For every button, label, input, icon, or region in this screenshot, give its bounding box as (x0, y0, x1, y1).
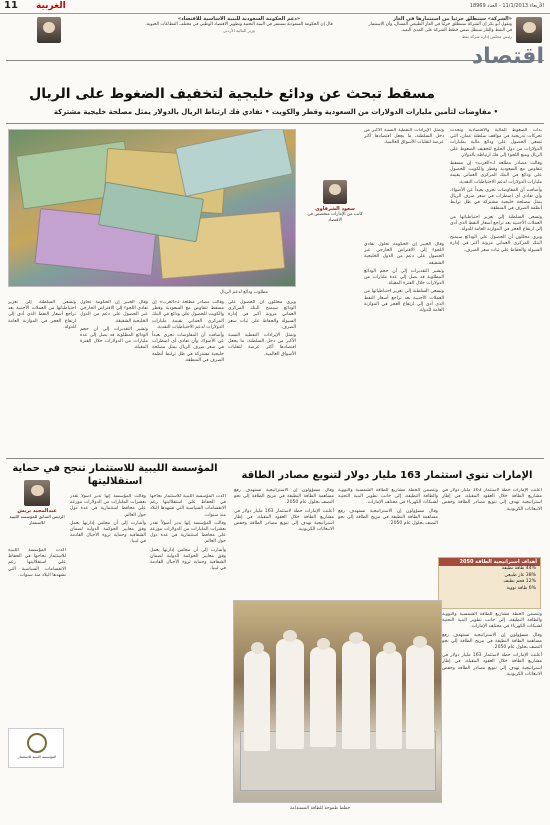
body-c-paragraph-2: وتشير التقديرات إلى أن حجم الودائع المطلوبة قد يصل إلى عدة مليارات من الدولارات خلال الفترة المقبلة. (80, 326, 148, 351)
lead-paragraph-4: وتسعى السلطنة إلى تعزيز احتياطياتها من العملات الأجنبية بعد تراجع أسعار النفط الذي أدى إلى ارتفاع العجز في الموازنة العامة للدولة. (450, 214, 542, 233)
uae-sidebox-item: 12% فحم نظيف (503, 579, 536, 584)
uae-column-4 (442, 612, 542, 802)
libya-column-1 (150, 494, 226, 794)
lead-paragraph-9: وتسعى السلطنة إلى تعزيز احتياطياتها من العملات الأجنبية بعد تراجع أسعار النفط الذي أدى إلى ارتفاع العجز في الموازنة العامة للدولة. (364, 289, 444, 314)
libya-column-3 (8, 548, 66, 724)
comment-name: سعود الشرقاوي (315, 206, 355, 212)
subhead-rule (6, 123, 544, 124)
teaser-right-portrait (516, 17, 542, 43)
uae-column-1 (442, 488, 542, 554)
libya-paragraph-4: وقالت المؤسسة إنها تدير أصولاً تقدر بعشرات المليارات من الدولارات موزعة على محافظ استثمارية في عدة دول حول العالم. (70, 494, 146, 518)
libya-paragraph-1: أكدت المؤسسة الليبية للاستثمار نجاحها في الحفاظ على استقلاليتها رغم الانقسامات السياسية التي تشهدها البلاد منذ سنوات. (150, 494, 226, 518)
lead-column-1 (450, 128, 542, 458)
libya-logo-emblem (27, 733, 47, 753)
lead-paragraph-6: وتمثل الإيرادات النفطية النسبة الأكبر من دخل السلطنة، ما يجعل اقتصادها أكثر عرضة لتقلبات الأسواق العالمية. (364, 128, 444, 146)
issue-info: الأربعاء 11/1/2013 - العدد 18969 (469, 3, 544, 9)
libya-quote (8, 478, 66, 544)
uae-paragraph-4: وقال مسؤولون إن الاستراتيجية تستهدف رفع مساهمة الطاقة النظيفة في مزيج الطاقة إلى نحو النصف بحلول عام 2050. (234, 488, 334, 506)
body-column-b (152, 300, 224, 452)
libya-headline: المؤسسة الليبية للاستثمار تنجح في حماية استقلاليتها (12, 463, 218, 487)
libya-column-2 (70, 494, 146, 794)
uae-paragraph-7: وقال مسؤولون إن الاستراتيجية تستهدف رفع مساهمة الطاقة النظيفة في مزيج الطاقة إلى نحو النصف بحلول عام 2050. (442, 632, 542, 651)
section-title: اقتصاد (471, 44, 544, 69)
body-a-paragraph-2: وتمثل الإيرادات النفطية النسبة الأكبر من دخل السلطنة، ما يجعل اقتصادها أكثر عرضة لتقلبات الأسواق العالمية. (228, 333, 296, 357)
teaser-left (124, 16, 354, 56)
lower-rule (6, 458, 544, 459)
body-c-paragraph-1: وقال الخبير إن الحكومة تحاول تفادي اللجوء إلى الاقتراض الخارجي عبر الحصول على دعم من الدول الخليجية الشقيقة. (80, 300, 148, 324)
uae-sidebox-list (439, 566, 540, 592)
person-figure (342, 641, 370, 749)
uae-sidebox-title: أهداف استراتيجية الطاقة 2050 (439, 558, 540, 566)
uae-paragraph-6: وتتضمن الخطة مشاريع للطاقة الشمسية والنووية والطاقة النظيفة، إلى جانب تطوير البنية التحتية لشبكات الكهرباء في مختلف الإمارات. (442, 612, 542, 630)
header-rule (6, 60, 544, 61)
uae-paragraph-2: وتتضمن الخطة مشاريع للطاقة الشمسية والنووية والطاقة النظيفة، إلى جانب تطوير البنية التحتية لشبكات الكهرباء في مختلف الإمارات. (338, 488, 438, 506)
body-column-a (228, 300, 296, 452)
uae-paragraph-1: أعلنت الإمارات خطة لاستثمار 163 مليار دولار في مشاريع الطاقة خلال العقود المقبلة، في إطار استراتيجية تهدف إلى تنويع مصادر الطاقة وخفض الانبعاثات الكربونية. (442, 488, 542, 512)
banknotes-photo (8, 129, 296, 287)
uae-headline: الإمارات تنوي استثمار 163 مليار دولار لتنويع مصادر الطاقة (241, 470, 533, 481)
person-figure (310, 647, 336, 747)
main-headline: مسقط تبحث عن ودائع خليجية لتخفيف الضغوط على الريال (29, 86, 435, 102)
libya-quote-name: عبدالمجيد بريش (17, 508, 57, 514)
ceremony-photo (233, 600, 442, 803)
lead-paragraph-7: وقال الخبير إن الحكومة تحاول تفادي اللجوء إلى الاقتراض الخارجي عبر الحصول على دعم من الدول الخليجية الشقيقة. (364, 242, 444, 266)
uae-sidebox-item: 38% غاز طبيعي (504, 572, 536, 578)
lead-paragraph-2: وقالت مصادر مطلعة لـ«العرب» إن مسقط تتفاوض مع السعودية وقطر والكويت للحصول على ودائع في البنك المركزي العماني بقيمة مليارات الدولارات لدعم الاحتياطيات النقدية. (450, 161, 542, 185)
person-figure (406, 645, 434, 749)
person-figure (244, 651, 270, 751)
comment-box (303, 178, 367, 240)
body-a-paragraph-1: ويرى محللون أن الحصول على الودائع سيمنح البنك المركزي العماني مرونة أكبر في إدارة السيولة والحفاظ على ثبات سعر الصرف. (228, 300, 296, 330)
masthead: الغربية (36, 1, 66, 11)
person-figure (376, 651, 402, 749)
teaser-left-caption: وزير المالية الأردني (223, 28, 255, 33)
ceremony-caption: خطط طموحة للطاقة المستدامة (290, 806, 351, 811)
libya-paragraph-6: أكدت المؤسسة الليبية للاستثمار نجاحها في الحفاظ على استقلاليتها رغم الانقسامات السياسية التي تشهدها البلاد منذ سنوات. (8, 548, 66, 578)
lead-column-3 (364, 242, 444, 458)
body-column-c (80, 300, 148, 452)
main-subheadline: • مفاوضات لتأمين مليارات الدولارات من السعودية وقطر والكويت • تفادي فك ارتباط الريال بالدولار يمثل مصلحة خليجية مشتركة (53, 108, 499, 116)
lead-paragraph-3: وأضافت أن المفاوضات تجري بعيداً عن الأضواء، وأن تفادي أي اضطراب في سعر صرف الريال يمثل مصلحة خليجية مشتركة في ظل ترابط أنظمة الصرف في المنطقة. (450, 187, 542, 212)
libya-quote-role: الرئيس السابق للمؤسسة الليبية للاستثمار (9, 514, 65, 525)
lead-column-2 (364, 128, 444, 176)
body-d-paragraph-1: وتسعى السلطنة إلى تعزيز احتياطياتها من العملات الأجنبية بعد تراجع أسعار النفط الذي أدى إلى ارتفاع العجز في الموازنة العامة للدولة. (8, 300, 76, 330)
teaser-right-caption: رئيس مجلس إدارة شركة نفط (461, 34, 512, 39)
banknote (175, 129, 293, 197)
comment-portrait (323, 180, 347, 204)
uae-sidebox-item: 44% طاقة نظيفة (501, 566, 536, 571)
person-figure (276, 639, 304, 749)
teaser-right-body: وتقول أبو بكر إن الشركة ستنطلق جزئيا في الغاز الطبيعي المسال، وأن الاستثمار في النفط والغاز سيظل ضمن خطط الشركة على المدى البعيد. (368, 22, 512, 33)
libya-logo-text: المؤسسة الليبية للاستثمار (17, 755, 57, 759)
uae-column-3 (234, 488, 334, 596)
comment-role: كاتب من الإمارات متخصص في الاقتصاد (307, 212, 363, 223)
teaser-right-title: «الشركة» ستنطلق جزئياً من استثمارها في الغاز (393, 16, 512, 22)
libya-investment-logo (8, 728, 64, 768)
libya-paragraph-3: وأشارت إلى أن مجلس إدارتها يعمل وفق معايير الحوكمة الدولية لضمان الشفافية وحماية ثروة الأجيال القادمة في ليبيا. (150, 547, 226, 572)
teaser-left-body: قال إن الحكومة السعودية تستثمر في البنية التحتية وتطوير الاقتصاد الوطني في مختلف القطاعات الحيوية. (145, 22, 333, 27)
uae-paragraph-3: وقال مسؤولون إن الاستراتيجية تستهدف رفع مساهمة الطاقة النظيفة في مزيج الطاقة إلى نحو النصف بحلول عام 2050. (338, 508, 438, 527)
uae-column-2 (338, 488, 438, 596)
teaser-left-portrait (37, 17, 61, 43)
uae-sidebox-item: 6% طاقة نووية (506, 585, 536, 591)
teaser-left-title: «دعم الحكومة السعودية للبنية الأساسية للاقتصاد» (177, 16, 301, 22)
lead-paragraph-5: ويرى محللون أن الحصول على الودائع سيمنح البنك المركزي العماني مرونة أكبر في إدارة السيولة والحفاظ على ثبات سعر الصرف. (450, 235, 542, 253)
body-b-paragraph-2: وأضافت أن المفاوضات تجري بعيداً عن الأضواء، وأن تفادي أي اضطراب في سعر صرف الريال يمثل مصلحة خليجية مشتركة في ظل ترابط أنظمة الصرف في المنطقة. (152, 333, 224, 363)
libya-quote-portrait (24, 480, 50, 506)
lead-paragraph-8: وتشير التقديرات إلى أن حجم الودائع المطلوبة قد يصل إلى عدة مليارات من الدولارات خلال الفترة المقبلة. (364, 268, 444, 287)
top-bar (0, 0, 550, 14)
uae-paragraph-8: أعلنت الإمارات خطة لاستثمار 163 مليار دولار في مشاريع الطاقة خلال العقود المقبلة، في إطار استراتيجية تهدف إلى تنويع مصادر الطاقة وخفض الانبعاثات الكربونية. (442, 653, 542, 677)
lead-paragraph-1: بدأت الضغوط المالية والاقتصادية وتحدث تحركات تدريجية في مواقف سلطنة عمان، التي تسعى الحصول على ودائع مالية بمليارات الدولارات من دول الخليج لتخفيف الضغوط على الريال ومنع اللجوء إلى فك ارتباطه بالدولار. (450, 128, 542, 158)
libya-paragraph-2: وقالت المؤسسة إنها تدير أصولاً تقدر بعشرات المليارات من الدولارات موزعة على محافظ استثمارية في عدة دول حول العالم. (150, 520, 226, 545)
banknotes-caption: مطلوب ودائع لدعم الريال (220, 290, 268, 295)
uae-paragraph-5: أعلنت الإمارات خطة لاستثمار 163 مليار دولار في مشاريع الطاقة خلال العقود المقبلة، في إطار استراتيجية تهدف إلى تنويع مصادر الطاقة وخفض الانبعاثات الكربونية. (234, 508, 334, 533)
uae-sidebox (438, 557, 541, 609)
body-b-paragraph-1: وقالت مصادر مطلعة لـ«العرب» إن مسقط تتفاوض مع السعودية وقطر والكويت للحصول على ودائع في البنك المركزي العماني بقيمة مليارات الدولارات لدعم الاحتياطيات النقدية. (152, 300, 224, 330)
body-column-d (8, 300, 76, 418)
page-number: 11 (4, 0, 18, 11)
libya-paragraph-5: وأشارت إلى أن مجلس إدارتها يعمل وفق معايير الحوكمة الدولية لضمان الشفافية وحماية ثروة الأجيال القادمة في ليبيا. (70, 520, 146, 545)
